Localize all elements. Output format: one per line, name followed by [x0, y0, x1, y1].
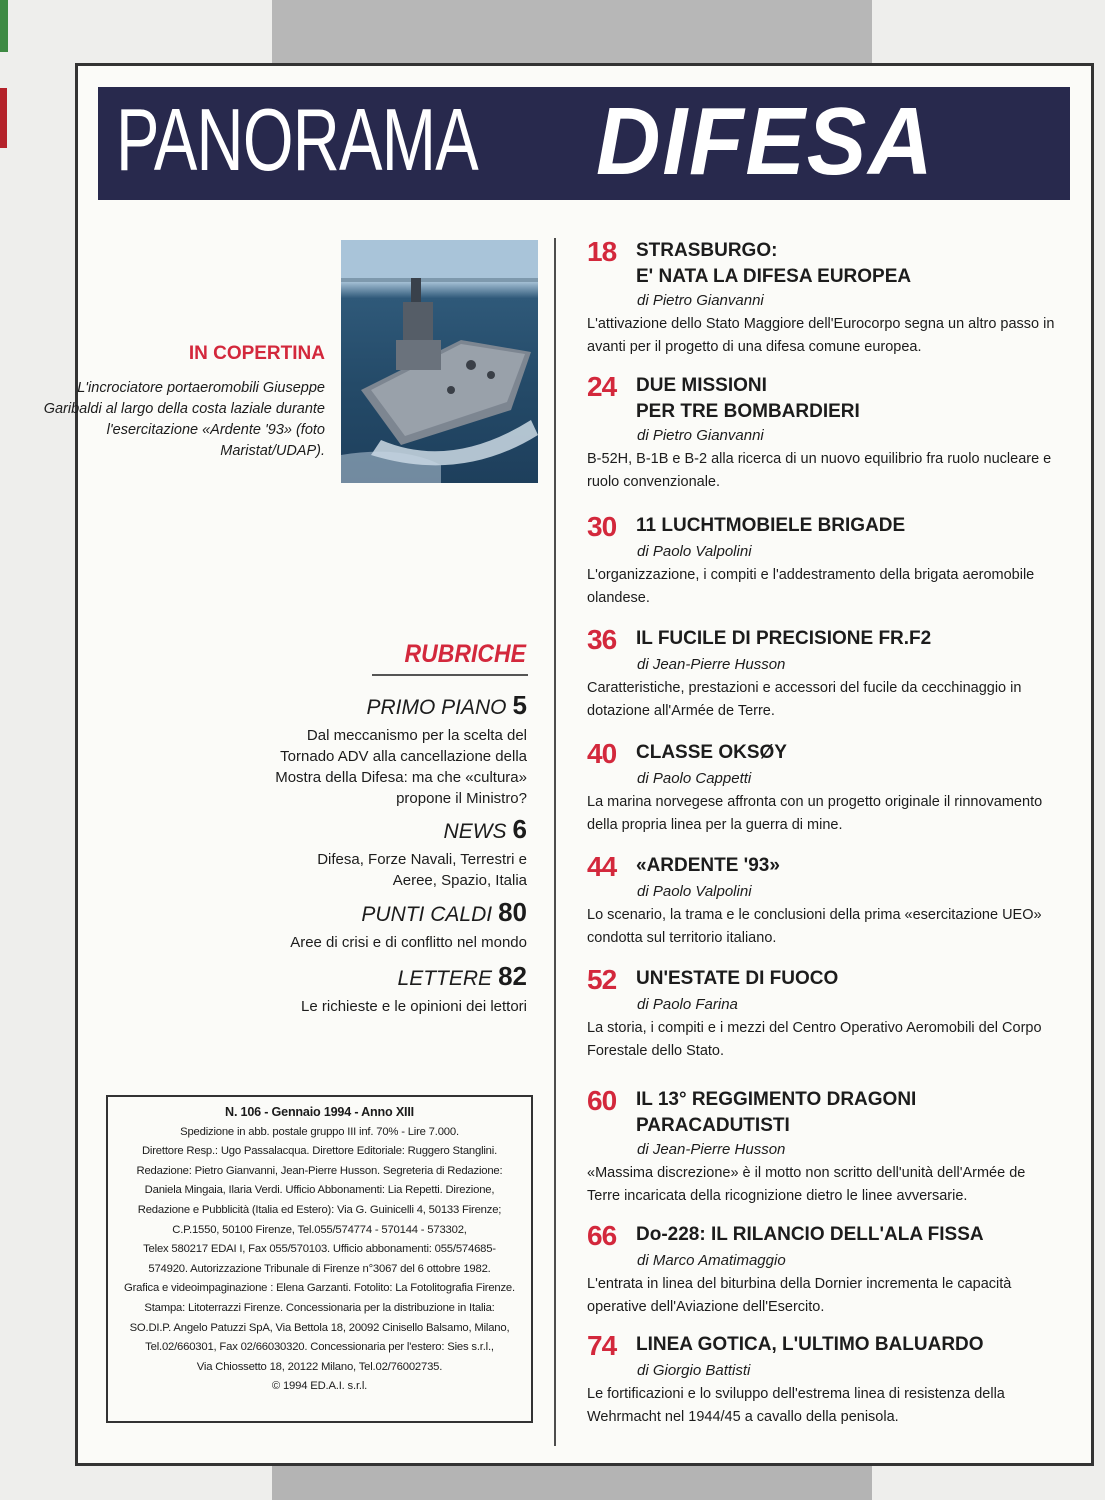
article-60	[587, 1087, 1057, 1208]
imprint-line: Telex 580217 EDAI I, Fax 055/570103. Ufficio abbonamenti: 055/574685-	[143, 1243, 496, 1256]
imprint-line: Grafica e videoimpaginazione : Elena Garzanti. Fotolito: La Fotolitografia Firenze.	[124, 1282, 515, 1295]
imprint-line: Via Chiossetto 18, 20122 Milano, Tel.02/76002735.	[196, 1360, 443, 1373]
cover-photo	[341, 240, 538, 483]
rubrica-name: LETTERE	[397, 967, 493, 990]
masthead	[98, 87, 1070, 200]
article-author: di Pietro Gianvanni	[637, 292, 764, 309]
imprint-box	[106, 1095, 533, 1423]
article-page-number: 24	[587, 371, 617, 402]
article-desc: «Massima discrezione» è il motto non scritto dell'unità dell'Armée de Terre incaricata della ricognizione dietro le linee avversarie.	[587, 1165, 1026, 1204]
rubrica-punti-caldi	[267, 897, 527, 953]
masthead-panorama: PANORAMA	[116, 90, 478, 189]
article-desc: L'attivazione dello Stato Maggiore dell'Eurocorpo segna un altro passo in avanti per il progetto di una difesa comune europea.	[587, 316, 1055, 355]
article-title: CLASSE OKSØY	[636, 742, 787, 763]
article-page-number: 66	[587, 1220, 617, 1251]
article-title: Do-228: IL RILANCIO DELL'ALA FISSA	[636, 1224, 984, 1245]
article-author: di Pietro Gianvanni	[637, 427, 764, 444]
article-page-number: 18	[587, 236, 617, 267]
imprint-line: C.P.1550, 50100 Firenze, Tel.055/574774 - 570144 - 573302,	[172, 1223, 467, 1236]
article-18	[587, 238, 1057, 359]
article-desc: La storia, i compiti e i mezzi del Centro Operativo Aeromobili del Corpo Forestale dello Stato.	[587, 1020, 1042, 1059]
rubrica-desc: Difesa, Forze Navali, Terrestri e Aeree, Spazio, Italia	[317, 851, 527, 889]
article-title: DUE MISSIONI PER TRE BOMBARDIERI	[636, 375, 860, 422]
imprint-issue: N. 106 - Gennaio 1994 - Anno XIII	[225, 1105, 414, 1119]
flag-strip-red	[0, 88, 7, 148]
rubrica-desc: Dal meccanismo per la scelta del Tornado ADV alla cancellazione della Mostra della Difesa: ma che «cultura» propone il Ministro?	[275, 727, 527, 807]
article-30	[587, 513, 1057, 610]
article-40	[587, 740, 1057, 837]
article-author: di Giorgio Battisti	[637, 1362, 751, 1379]
article-title: LINEA GOTICA, L'ULTIMO BALUARDO	[636, 1334, 984, 1355]
article-page-number: 36	[587, 624, 617, 655]
imprint-line: Direttore Resp.: Ugo Passalacqua. Direttore Editoriale: Ruggero Stanglini.	[141, 1145, 498, 1158]
imprint-line: Spedizione in abb. postale gruppo III inf. 70% - Lire 7.000.	[180, 1125, 459, 1138]
article-page-number: 40	[587, 738, 617, 769]
article-74	[587, 1332, 1057, 1429]
article-author: di Paolo Farina	[637, 996, 738, 1013]
cover-heading: IN COPERTINA	[188, 343, 325, 364]
article-desc: La marina norvegese affronta con un progetto originale il rinnovamento della propria linea per la guerra di mine.	[587, 794, 1043, 833]
article-52	[587, 966, 1057, 1063]
article-author: di Marco Amatimaggio	[637, 1252, 786, 1269]
article-36	[587, 626, 1057, 723]
rubrica-page: 6	[512, 814, 527, 844]
imprint-line: Daniela Mingaia, Ilaria Verdi. Ufficio Abbonamenti: Lia Repetti. Direzione,	[144, 1184, 495, 1197]
rubrica-page: 80	[498, 897, 527, 927]
rubriche-title: RUBRICHE	[404, 640, 526, 668]
imprint-line: SO.DI.P. Angelo Patuzzi SpA, Via Bettola 18, 20092 Cinisello Balsamo, Milano,	[129, 1321, 510, 1334]
rubrica-desc: Le richieste e le opinioni dei lettori	[301, 998, 527, 1015]
imprint-line: 574920. Autorizzazione Tribunale di Firenze n°3067 del 6 ottobre 1982.	[148, 1262, 491, 1275]
flag-strip-green	[0, 0, 8, 52]
article-author: di Jean-Pierre Husson	[637, 656, 786, 673]
article-title: IL FUCILE DI PRECISIONE FR.F2	[636, 628, 932, 649]
article-page-number: 30	[587, 511, 617, 542]
background-band-bottom	[272, 1460, 872, 1500]
column-divider	[554, 238, 556, 1446]
article-page-number: 60	[587, 1085, 617, 1116]
rubriche-underline	[372, 674, 528, 676]
imprint-line: © 1994 ED.A.I. s.r.l.	[271, 1380, 368, 1393]
article-page-number: 52	[587, 964, 617, 995]
article-title: «ARDENTE '93»	[636, 855, 780, 876]
article-desc: L'entrata in linea del biturbina della Dornier incrementa le capacità operative dell'Aviazione dell'Esercito.	[587, 1276, 1012, 1315]
article-desc: Caratteristiche, prestazioni e accessori del fucile da cecchinaggio in dotazione all'Armée de Terre.	[587, 680, 1022, 719]
imprint-line: Stampa: Litoterrazzi Firenze. Concessionaria per la distribuzione in Italia:	[144, 1301, 495, 1314]
article-title: STRASBURGO: E' NATA LA DIFESA EUROPEA	[636, 240, 912, 287]
background-band-top	[272, 0, 872, 66]
rubrica-lettere	[267, 961, 527, 1017]
article-desc: L'organizzazione, i compiti e l'addestramento della brigata aeromobile olandese.	[587, 567, 1035, 606]
article-desc: Lo scenario, la trama e le conclusioni della prima «esercitazione UEO» condotta sul territorio italiano.	[587, 907, 1042, 946]
rubrica-news	[317, 814, 527, 891]
imprint-line: Redazione e Pubblicità (Italia ed Estero): Via G. Guinicelli 4, 50133 Firenze;	[137, 1203, 502, 1216]
rubrica-page: 82	[498, 961, 527, 991]
article-author: di Paolo Cappetti	[637, 770, 752, 787]
rubrica-name: NEWS	[443, 820, 507, 843]
aircraft-carrier-illustration	[341, 240, 538, 483]
article-page-number: 44	[587, 851, 617, 882]
article-desc: Le fortificazioni e lo sviluppo dell'estrema linea di resistenza della Wehrmacht nel 1944/45 a cavallo della penisola.	[587, 1386, 1005, 1425]
article-desc: B-52H, B-1B e B-2 alla ricerca di un nuovo equilibrio fra ruolo nucleare e ruolo convenzionale.	[587, 451, 1052, 490]
rubrica-name: PUNTI CALDI	[361, 903, 493, 926]
rubrica-primo-piano	[257, 690, 527, 809]
rubrica-name: PRIMO PIANO	[366, 696, 507, 719]
article-author: di Paolo Valpolini	[637, 883, 752, 900]
cover-caption: L'incrociatore portaeromobili Giuseppe Garibaldi al largo della costa laziale durante l'esercitazione «Ardente '93» (foto Maristat/UDAP).	[43, 380, 325, 459]
article-page-number: 74	[587, 1330, 617, 1361]
article-66	[587, 1222, 1057, 1319]
article-title: UN'ESTATE DI FUOCO	[636, 968, 839, 989]
article-author: di Paolo Valpolini	[637, 543, 752, 560]
article-44	[587, 853, 1057, 950]
article-title: 11 LUCHTMOBIELE BRIGADE	[636, 515, 906, 536]
rubrica-desc: Aree di crisi e di conflitto nel mondo	[290, 934, 527, 951]
rubrica-page: 5	[512, 690, 527, 720]
article-title: IL 13° REGGIMENTO DRAGONI PARACADUTISTI	[636, 1089, 917, 1136]
article-24	[587, 373, 1057, 494]
imprint-line: Redazione: Pietro Gianvanni, Jean-Pierre Husson. Segreteria di Redazione:	[136, 1164, 503, 1177]
masthead-difesa: DIFESA	[596, 88, 935, 195]
imprint-line: Tel.02/660301, Fax 02/66030320. Concessionaria per l'estero: Sies s.r.l.,	[145, 1341, 494, 1354]
article-author: di Jean-Pierre Husson	[637, 1141, 786, 1158]
